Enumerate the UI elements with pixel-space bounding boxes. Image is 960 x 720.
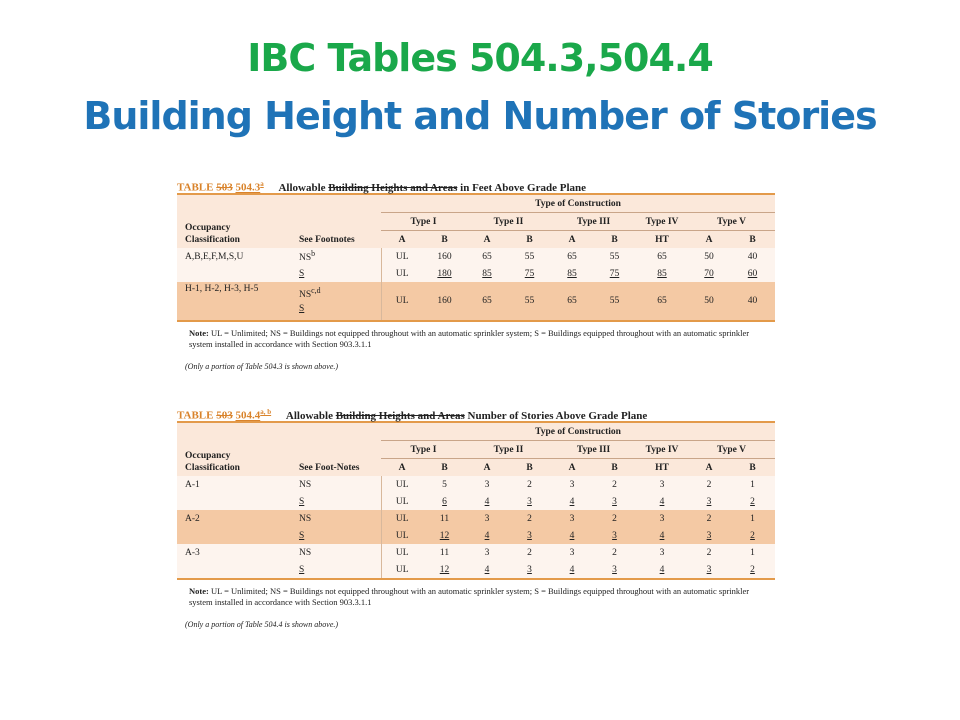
header-type: Type II — [466, 441, 551, 459]
value-cell: 6 — [423, 493, 466, 510]
value-cell: 3 — [593, 493, 636, 510]
value-cell: UL — [381, 248, 423, 265]
portion-note: (Only a portion of Table 504.3 is shown above.) — [185, 362, 339, 371]
value-cell: UL — [381, 265, 423, 282]
value-cell: 4 — [551, 527, 593, 544]
caption-label: TABLE — [177, 181, 214, 194]
header-sub: B — [593, 231, 636, 249]
value-cell: 55 — [593, 282, 636, 321]
table-504-3-figure — [177, 176, 775, 371]
header-sub: B — [423, 231, 466, 249]
table-row — [177, 510, 775, 527]
value-cell: 11 — [423, 510, 466, 527]
table-row — [177, 282, 775, 321]
header-type: Type V — [688, 213, 775, 231]
value-cell: 50 — [688, 248, 730, 265]
value-cell: 40 — [730, 282, 775, 321]
value-cell: UL — [381, 544, 423, 561]
footnote-cell: NS — [291, 510, 381, 527]
value-cell: 1 — [730, 476, 775, 493]
value-cell: 65 — [551, 282, 593, 321]
caption-new-number: 504.3 — [235, 181, 261, 194]
value-cell: 65 — [466, 282, 508, 321]
header-sub: A — [688, 231, 730, 249]
caption-old-number: 503 — [216, 181, 233, 194]
header-type: Type II — [466, 213, 551, 231]
value-cell: 160 — [423, 248, 466, 265]
value-cell: 3 — [466, 510, 508, 527]
value-cell: 2 — [688, 544, 730, 561]
footnote-cell: S — [291, 527, 381, 544]
value-cell: UL — [381, 527, 423, 544]
value-cell: 4 — [636, 527, 688, 544]
header-sub: A — [688, 459, 730, 477]
value-cell: 2 — [730, 527, 775, 544]
value-cell: 12 — [423, 561, 466, 579]
value-cell: 40 — [730, 248, 775, 265]
value-cell: 55 — [508, 282, 551, 321]
value-cell: 65 — [636, 248, 688, 265]
slide-title-line1: IBC Tables 504.3,504.4 — [247, 36, 713, 80]
value-cell: 3 — [688, 493, 730, 510]
header-see-footnotes: See Foot-Notes — [291, 441, 381, 477]
header-type: Type V — [688, 441, 775, 459]
header-sub: A — [381, 459, 423, 477]
value-cell: 3 — [551, 544, 593, 561]
value-cell: 4 — [466, 493, 508, 510]
value-cell: 4 — [466, 561, 508, 579]
value-cell: 4 — [551, 493, 593, 510]
value-cell: UL — [381, 476, 423, 493]
occupancy-cell: A-2 — [177, 510, 291, 527]
value-cell: 4 — [551, 561, 593, 579]
value-cell: 2 — [508, 544, 551, 561]
header-sub: A — [466, 459, 508, 477]
value-cell: 3 — [508, 561, 551, 579]
header-sub: HT — [636, 459, 688, 477]
table-504-4 — [177, 421, 775, 580]
occupancy-cell: A,B,E,F,M,S,U — [177, 248, 291, 265]
table-504-4-caption — [177, 404, 775, 421]
value-cell: UL — [381, 282, 423, 321]
value-cell: 85 — [551, 265, 593, 282]
value-cell: 5 — [423, 476, 466, 493]
occupancy-cell — [177, 493, 291, 510]
value-cell: 3 — [466, 476, 508, 493]
value-cell: 160 — [423, 282, 466, 321]
value-cell: 65 — [636, 282, 688, 321]
occupancy-cell: H-1, H-2, H-3, H-5 — [177, 282, 291, 321]
value-cell: 2 — [593, 510, 636, 527]
value-cell: 2 — [730, 561, 775, 579]
value-cell: 3 — [593, 561, 636, 579]
value-cell: 3 — [551, 476, 593, 493]
value-cell: 4 — [466, 527, 508, 544]
header-type: Type I — [381, 441, 466, 459]
header-type-of-construction: Type of Construction — [381, 422, 775, 441]
value-cell: 3 — [593, 527, 636, 544]
value-cell: 1 — [730, 544, 775, 561]
value-cell: 1 — [730, 510, 775, 527]
value-cell: 2 — [688, 510, 730, 527]
header-sub: B — [508, 231, 551, 249]
header-sub: HT — [636, 231, 688, 249]
value-cell: 65 — [551, 248, 593, 265]
table-row — [177, 248, 775, 265]
value-cell: 85 — [466, 265, 508, 282]
value-cell: 3 — [688, 527, 730, 544]
value-cell: 4 — [636, 561, 688, 579]
header-sub: B — [730, 231, 775, 249]
value-cell: 2 — [730, 493, 775, 510]
footnote-cell: NS — [291, 544, 381, 561]
header-type: Type I — [381, 213, 466, 231]
value-cell: UL — [381, 493, 423, 510]
caption-label: TABLE — [177, 409, 214, 422]
value-cell: 3 — [551, 510, 593, 527]
value-cell: 65 — [466, 248, 508, 265]
table-row — [177, 544, 775, 561]
footnote-cell: NS — [291, 476, 381, 493]
caption-description: Allowable Building Heights and Areas Number of Stories Above Grade Plane — [285, 409, 648, 422]
table-row — [177, 476, 775, 493]
table-504-3 — [177, 193, 775, 322]
table-row — [177, 527, 775, 544]
value-cell: 3 — [636, 476, 688, 493]
value-cell: 75 — [508, 265, 551, 282]
occupancy-cell — [177, 265, 291, 282]
table-row — [177, 561, 775, 579]
caption-new-number: 504.4 — [235, 409, 261, 422]
value-cell: 85 — [636, 265, 688, 282]
value-cell: 3 — [508, 493, 551, 510]
footnote-cell: $NS^b$ — [291, 248, 381, 265]
occupancy-cell: A-3 — [177, 544, 291, 561]
value-cell: 2 — [593, 476, 636, 493]
table-504-3-caption — [177, 176, 775, 193]
value-cell: 3 — [466, 544, 508, 561]
footnote-cell: S — [291, 265, 381, 282]
value-cell: 3 — [688, 561, 730, 579]
table-504-4-figure — [177, 404, 775, 629]
table-row — [177, 493, 775, 510]
value-cell: 75 — [593, 265, 636, 282]
value-cell: 3 — [508, 527, 551, 544]
header-occupancy-classification: Occupancy Classification — [177, 213, 291, 249]
portion-note: (Only a portion of Table 504.4 is shown above.) — [185, 620, 339, 629]
value-cell: 70 — [688, 265, 730, 282]
header-sub: A — [381, 231, 423, 249]
value-cell: 180 — [423, 265, 466, 282]
value-cell: UL — [381, 510, 423, 527]
header-sub: A — [466, 231, 508, 249]
header-type: Type IV — [636, 213, 688, 231]
header-blank — [177, 422, 381, 441]
occupancy-cell — [177, 527, 291, 544]
occupancy-cell — [177, 561, 291, 579]
value-cell: 12 — [423, 527, 466, 544]
caption-old-number: 503 — [216, 409, 233, 422]
value-cell: 50 — [688, 282, 730, 321]
value-cell: 2 — [508, 510, 551, 527]
caption-superscript: a, b — [260, 408, 272, 416]
header-type: Type III — [551, 441, 636, 459]
header-occupancy-classification: Occupancy Classification — [177, 441, 291, 477]
value-cell: 55 — [593, 248, 636, 265]
table-note: Note: UL = Unlimited; NS = Buildings not equipped throughout with an automatic sprinkler system; S = Buildings equipped throughout with an automatic sprinkler system installed in accordance with Section 903.3.1.1 — [189, 328, 750, 349]
footnote-cell: S — [291, 561, 381, 579]
value-cell: 60 — [730, 265, 775, 282]
header-type-of-construction: Type of Construction — [381, 194, 775, 213]
value-cell: 4 — [636, 493, 688, 510]
header-sub: B — [593, 459, 636, 477]
table-row — [177, 265, 775, 282]
header-sub: B — [730, 459, 775, 477]
header-sub: A — [551, 231, 593, 249]
header-sub: B — [423, 459, 466, 477]
occupancy-cell: A-1 — [177, 476, 291, 493]
slide-title-line2: Building Height and Number of Stories — [83, 94, 877, 138]
value-cell: 2 — [508, 476, 551, 493]
value-cell: 11 — [423, 544, 466, 561]
value-cell: 3 — [636, 510, 688, 527]
value-cell: 2 — [688, 476, 730, 493]
header-type: Type III — [551, 213, 636, 231]
header-blank — [177, 194, 381, 213]
caption-description: Allowable Building Heights and Areas in Feet Above Grade Plane — [278, 181, 587, 194]
value-cell: 55 — [508, 248, 551, 265]
value-cell: 2 — [593, 544, 636, 561]
table-note: Note: UL = Unlimited; NS = Buildings not equipped throughout with an automatic sprinkler system; S = Buildings equipped throughout with an automatic sprinkler system installed in accordance with Section 903.3.1.1 — [189, 586, 750, 607]
footnote-cell: S — [291, 493, 381, 510]
header-sub: B — [508, 459, 551, 477]
header-type: Type IV — [636, 441, 688, 459]
caption-superscript: a — [260, 180, 264, 188]
footnote-cell: NS$^{c,d}$ S — [291, 282, 381, 321]
header-see-footnotes: See Footnotes — [291, 213, 381, 249]
header-sub: A — [551, 459, 593, 477]
value-cell: 3 — [636, 544, 688, 561]
value-cell: UL — [381, 561, 423, 579]
